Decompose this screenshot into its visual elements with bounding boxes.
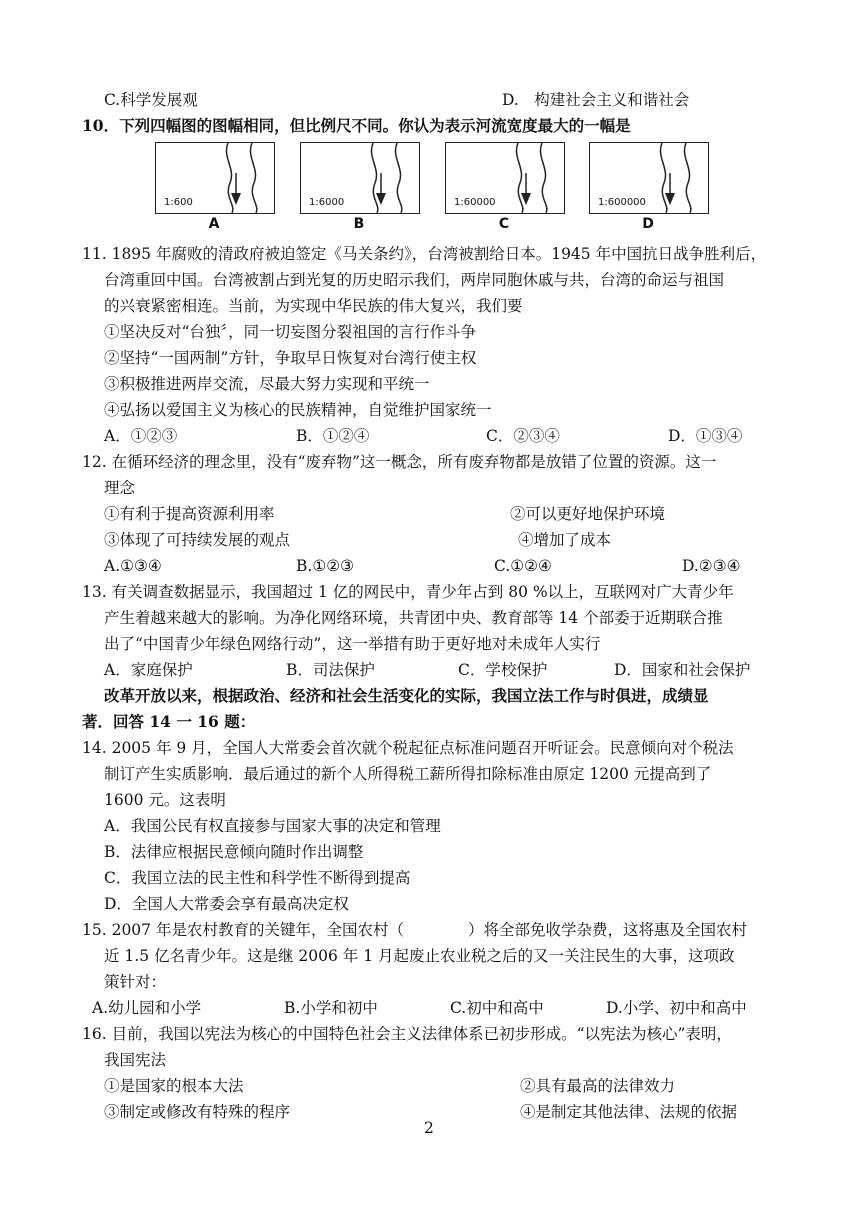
q14-option-c: C．我国立法的民主性和科学性不断得到提高 [104,869,411,887]
q11-option-c: C．②③④ [486,427,560,445]
q12-option-b: B.①②③ [296,557,355,575]
q14-line: 1600 元。这表明 [104,791,226,809]
q14-line: 14. 2005 年 9 月，全国人大常委会首次就个税起征点标准问题召开听证会。民意倾向对个税法 [82,739,734,757]
q13-option-a: A．家庭保护 [104,661,193,679]
q16-item: ③制定或修改有特殊的程序 [104,1103,291,1121]
q11-item: ②坚持“一国两制”方针，争取早日恢复对台湾行使主权 [104,349,477,367]
q15-option-b: B.小学和初中 [284,999,378,1017]
q13-option-d: D．国家和社会保护 [614,661,751,679]
q12-item: ④增加了成本 [518,531,612,549]
q12-item: ③体现了可持续发展的观点 [104,531,291,549]
q12-option-a: A.①③④ [104,557,162,575]
q11-item: ③积极推进两岸交流，尽最大努力实现和平统一 [104,375,430,393]
q13-line: 13. 有关调查数据显示，我国超过 1 亿的网民中，青少年占到 80 %以上，互联网对广大青少年 [82,583,734,601]
q16-item: ②具有最高的法律效力 [520,1077,676,1095]
map-b [300,142,420,214]
q16-line: 我国宪法 [104,1051,167,1069]
q15-line: 策针对： [104,973,167,991]
map-label: D [642,216,654,232]
q15-option-d: D.小学、初中和高中 [606,999,747,1017]
map-c [445,142,565,214]
map-label: B [353,216,365,232]
q15-option-c: C.初中和高中 [450,999,544,1017]
q16-item: ①是国家的根本大法 [104,1077,244,1095]
q12-item: ①有利于提高资源利用率 [104,505,275,523]
q15-option-a: A.幼儿园和小学 [92,999,202,1017]
q15-line: 近 1.5 亿名青少年。这是继 2006 年 1 月起废止农业税之后的又一关注民生的大事，这项政 [104,947,735,965]
q11-item: ④弘扬以爱国主义为核心的民族精神，自觉维护国家统一 [104,401,492,419]
q11-line: 的兴衰紧密相连。当前，为实现中华民族的伟大复兴，我们要 [104,297,523,315]
section-header: 改革开放以来，根据政治、经济和社会生活变化的实际，我国立法工作与时俱进，成绩显 [104,686,709,705]
map-a [155,142,275,214]
q10-map-figures [155,142,715,234]
map-label: A [208,216,220,232]
q14-option-a: A．我国公民有权直接参与国家大事的决定和管理 [104,817,441,835]
q16-line: 16. 目前，我国以宪法为核心的中国特色社会主义法律体系已初步形成。“以宪法为核心”表明， [82,1025,732,1043]
map-label: C [498,216,510,232]
q12-item: ②可以更好地保护环境 [510,505,666,523]
q12-line: 12. 在循环经济的理念里，没有“废弃物”这一概念，所有废弃物都是放错了位置的资源。这一 [82,453,717,471]
q9-option-c: C.科学发展观 [104,91,198,109]
q12-line: 理念 [104,479,136,497]
q11-option-b: B．①②④ [296,427,370,445]
q13-option-b: B．司法保护 [286,661,375,679]
q15-line [82,920,747,940]
q11-line: 台湾重回中国。台湾被割占到光复的历史昭示我们，两岸同胞休戚与共，台湾的命运与祖国 [104,271,725,289]
q11-option-d: D．①③④ [668,427,743,445]
map-scale: 1:6000 [309,197,345,208]
q10-stem: 10．下列四幅图的图幅相同，但比例尺不同。你认为表示河流宽度最大的一幅是 [82,116,631,135]
q11-option-a: A．①②③ [104,427,178,445]
q12-option-d: D.②③④ [682,557,741,575]
q14-option-b: B．法律应根据民意倾向随时作出调整 [104,843,364,861]
map-scale: 1:600000 [598,197,646,208]
q9-option-d: D. 构建社会主义和谐社会 [502,91,690,109]
q11-line: 11. 1895 年腐败的清政府被迫签定《马关条约》，台湾被割给日本。1945 年中国抗日战争胜利后， [82,245,767,263]
q13-option-c: C．学校保护 [458,661,548,679]
map-scale: 1:60000 [454,197,496,208]
q13-line: 产生着越来越大的影响。为净化网络环境，共青团中央、教育部等 14 个部委于近期联合推 [104,609,723,627]
map-scale: 1:600 [164,197,193,208]
page-number: 2 [424,1119,434,1137]
map-d [589,142,709,214]
q16-item: ④是制定其他法律、法规的依据 [520,1103,738,1121]
q15-line-end: ）将全部免收学杂费，这将惠及全国农村 [467,921,747,939]
q13-line: 出了“中国青少年绿色网络行动”，这一举措有助于更好地对未成年人实行 [104,635,601,653]
section-header: 著．回答 14 一 16 题： [82,712,256,731]
q14-option-d: D．全国人大常委会享有最高决定权 [104,895,349,913]
q12-option-c: C.①②④ [494,557,552,575]
q15-line-start: 15. 2007 年是农村教育的关键年，全国农村（ [82,921,404,939]
q14-line: 制订产生实质影响．最后通过的新个人所得税工薪所得扣除标准由原定 1200 元提高到了 [104,765,712,783]
q11-item: ①坚决反对“台独〞，同一切妄图分裂祖国的言行作斗争 [104,323,477,341]
